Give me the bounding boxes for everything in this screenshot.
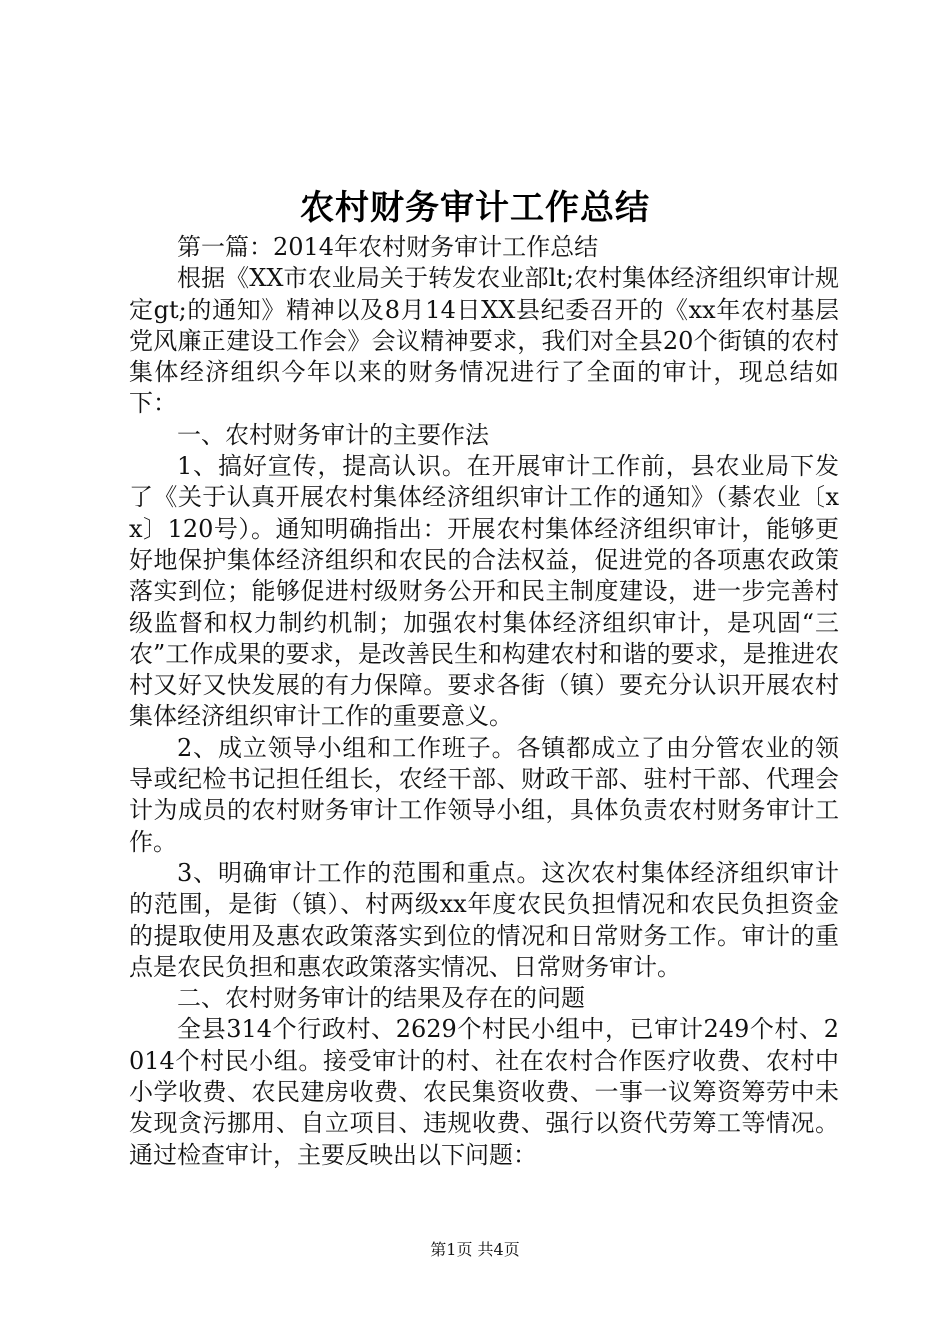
body-paragraph: 3、明确审计工作的范围和重点。这次农村集体经济组织审计的范围，是街（镇）、村两级xx年度农民负担情况和农民负担资金的提取使用及惠农政策落实到位的情况和日常财务工作。审计的重点是农民负担和惠农政策落实情况、日常财务审计。: [129, 858, 839, 981]
document-body: [129, 232, 839, 1171]
body-paragraph: 全县314个行政村、2629个村民小组中，已审计249个村、2014个村民小组。接受审计的村、社在农村合作医疗收费、农村中小学收费、农民建房收费、农民集资收费、一事一议筹资筹劳中未发现贪污挪用、自立项目、违规收费、强行以资代劳筹工等情况。通过检查审计，主要反映出以下问题：: [129, 1015, 839, 1169]
body-paragraph: 1、搞好宣传，提高认识。在开展审计工作前，县农业局下发了《关于认真开展农村集体经济组织审计工作的通知》（綦农业〔xx〕120号）。通知明确指出：开展农村集体经济组织审计，能够更好地保护集体经济组织和农民的合法权益，促进党的各项惠农政策落实到位；能够促进村级财务公开和民主制度建设，进一步完善村级监督和权力制约机制；加强农村集体经济组织审计，是巩固“三农”工作成果的要求，是改善民生和构建农村和谐的要求，是推进农村又好又快发展的有力保障。要求各街（镇）要充分认识开展农村集体经济组织审计工作的重要意义。: [129, 452, 839, 731]
page-footer: 第1页 共4页: [430, 1240, 520, 1259]
body-paragraph: 根据《XX市农业局关于转发农业部lt;农村集体经济组织审计规定gt;的通知》精神以及8月14日XX县纪委召开的《xx年农村基层党风廉正建设工作会》会议精神要求，我们对全县20个街镇的农村集体经济组织今年以来的财务情况进行了全面的审计，现总结如下：: [129, 264, 839, 418]
section-heading: 第一篇：2014年农村财务审计工作总结: [177, 233, 599, 261]
section-heading: 一、农村财务审计的主要作法: [177, 420, 489, 449]
section-heading: 二、农村财务审计的结果及存在的问题: [177, 984, 585, 1013]
page-title: 农村财务审计工作总结: [300, 188, 650, 228]
body-paragraph: 2、成立领导小组和工作班子。各镇都成立了由分管农业的领导或纪检书记担任组长，农经干部、财政干部、驻村干部、代理会计为成员的农村财务审计工作领导小组，具体负责农村财务审计工作。: [129, 733, 839, 856]
